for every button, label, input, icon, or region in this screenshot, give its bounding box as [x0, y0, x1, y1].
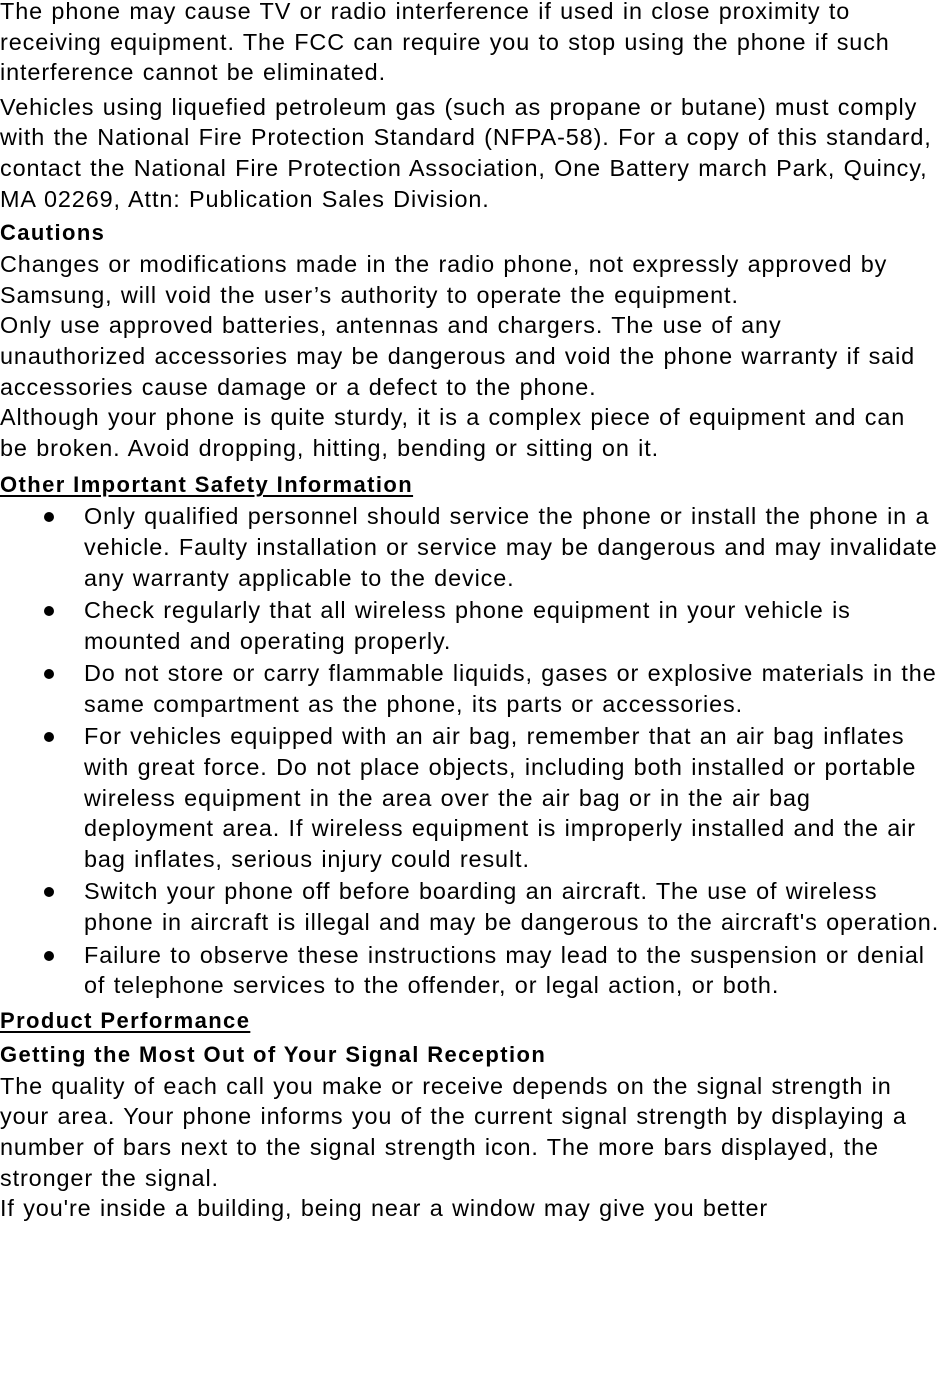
list-item	[0, 595, 944, 656]
bullet-dot-icon	[44, 951, 54, 961]
list-item-text: Check regularly that all wireless phone equipment in your vehicle is mounted and operating properly.	[84, 597, 851, 654]
other-safety-heading: Other Important Safety Information	[0, 472, 414, 498]
lpg-vehicles-paragraph: Vehicles using liquefied petroleum gas (such as propane or butane) must comply with the National Fire Protection Standard (NFPA-58). For a copy of this standard, contact the National Fire Protection Association, One Battery march Park, Quincy, MA 02269, Attn: Publication Sales Division.	[0, 93, 932, 212]
list-item	[0, 876, 944, 937]
bullet-dot-icon	[44, 732, 54, 742]
cautions-paragraph-sturdy: Although your phone is quite sturdy, it is a complex piece of equipment and can be broken. Avoid dropping, hitting, bending or sitting on it.	[0, 404, 906, 461]
bullet-dot-icon	[44, 606, 54, 616]
list-item	[0, 658, 944, 719]
cautions-paragraph-accessories: Only use approved batteries, antennas and chargers. The use of any unauthorized accessories may be dangerous and void the phone warranty if said accessories cause damage or a defect to the phone.	[0, 312, 916, 400]
product-performance-heading: Product Performance	[0, 1007, 251, 1033]
bullet-dot-icon	[44, 887, 54, 897]
list-item-text: Switch your phone off before boarding an aircraft. The use of wireless phone in aircraft is illegal and may be dangerous to the aircraft's operation.	[84, 878, 940, 936]
list-item	[0, 721, 944, 874]
signal-reception-heading: Getting the Most Out of Your Signal Reception	[0, 1041, 547, 1067]
list-item-text: Failure to observe these instructions may lead to the suspension or denial of telephone services to the offender, or legal action, or both.	[84, 941, 925, 999]
list-item-text: Do not store or carry flammable liquids, gases or explosive materials in the same compartment as the phone, its parts or accessories.	[84, 660, 937, 717]
safety-bullet-list	[0, 501, 945, 1001]
list-item-text: For vehicles equipped with an air bag, remember that an air bag inflates with great force. Do not place objects, including both installed or portable wireless equipment in the area over the air bag or in the air bag deployment area. If wireless equipment is improperly installed and the air bag inflates, serious injury could result.	[84, 723, 917, 872]
bullet-dot-icon	[44, 512, 54, 522]
cautions-heading: Cautions	[0, 220, 106, 246]
signal-quality-paragraph: The quality of each call you make or receive depends on the signal strength in your area. Your phone informs you of the current signal strength by displaying a number of bars next to the signal strength icon. The more bars displayed, the stronger the signal.	[0, 1072, 907, 1191]
bullet-dot-icon	[44, 669, 54, 679]
list-item	[0, 501, 944, 593]
cautions-paragraph-modifications: Changes or modifications made in the radio phone, not expressly approved by Samsung, will void the user’s authority to operate the equipment.	[0, 251, 888, 308]
inside-building-paragraph: If you're inside a building, being near a window may give you better	[0, 1195, 769, 1222]
interference-paragraph-1: The phone may cause TV or radio interference if used in close proximity to receiving equipment. The FCC can require you to stop using the phone if such interference cannot be eliminated.	[0, 0, 890, 86]
list-item	[0, 940, 944, 1001]
list-item-text: Only qualified personnel should service the phone or install the phone in a vehicle. Faulty installation or service may be dangerous and may invalidate any warranty applicable to the device.	[84, 503, 938, 591]
